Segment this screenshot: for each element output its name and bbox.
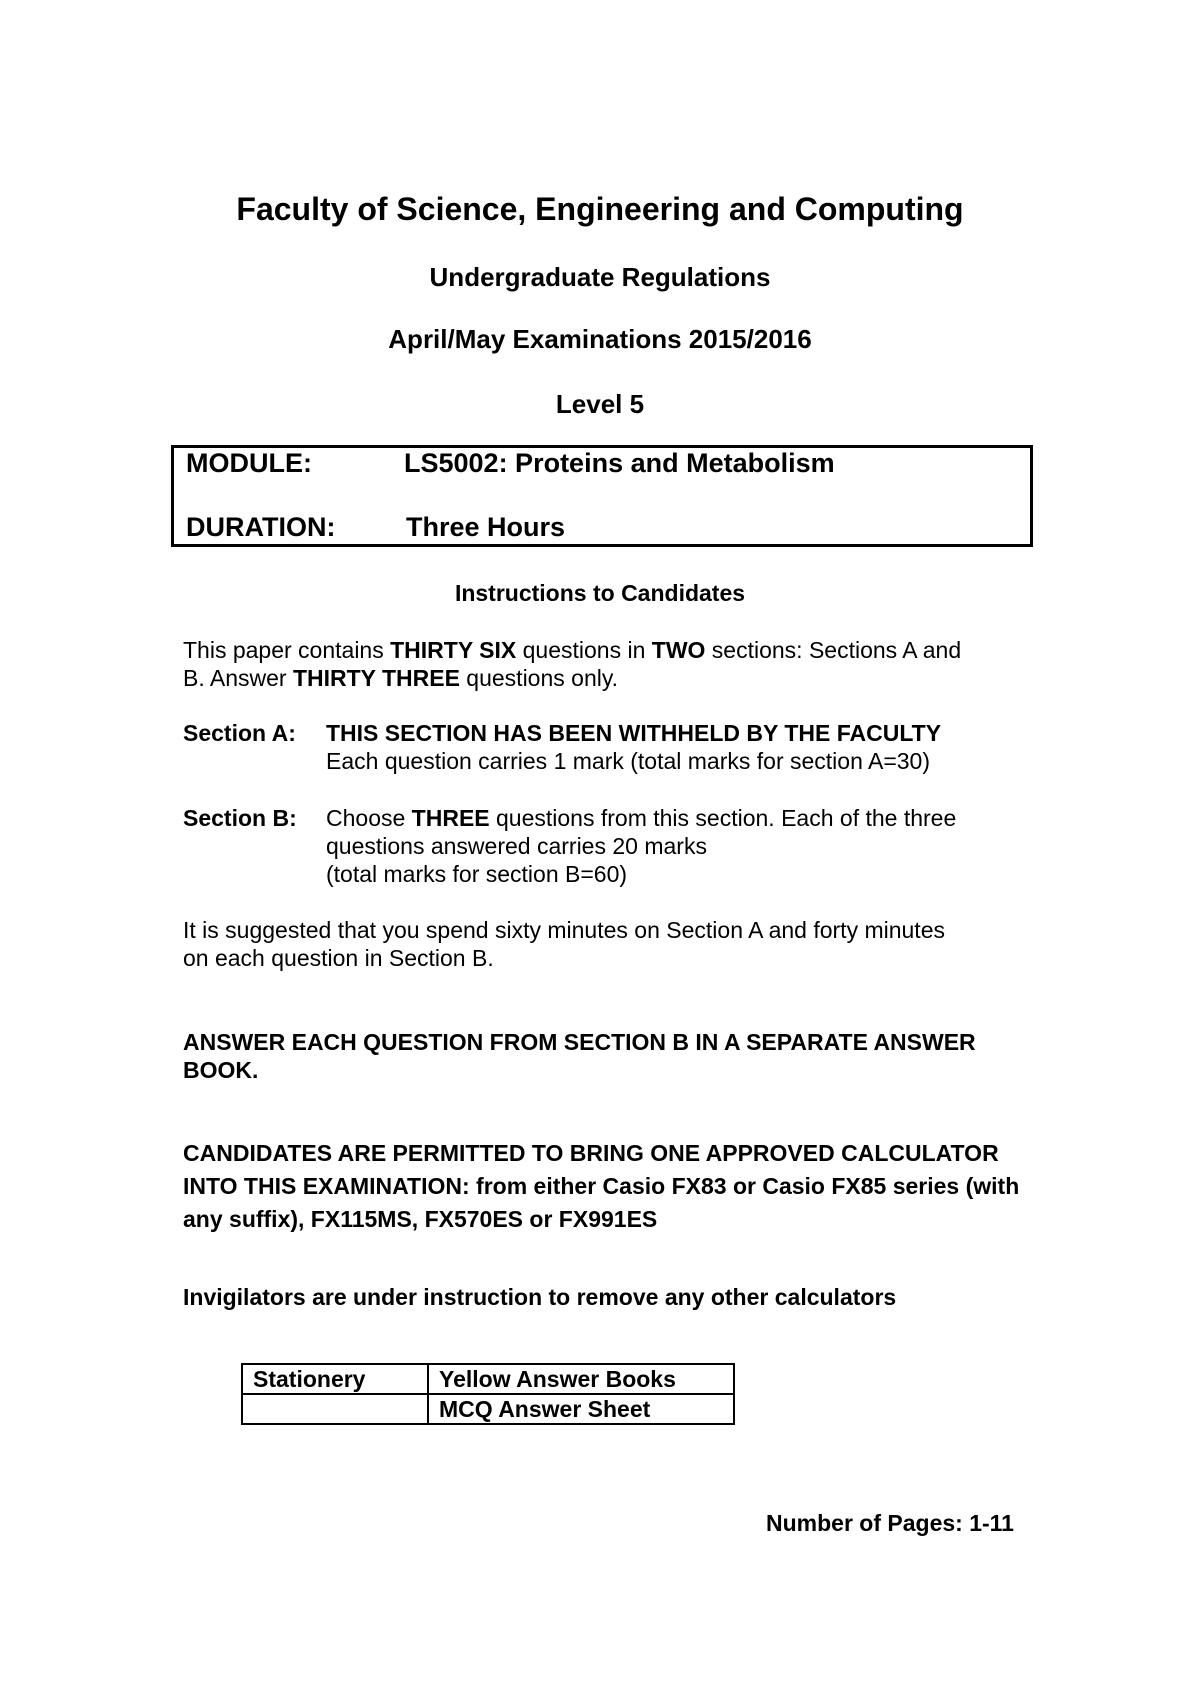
section-a-label: Section A:: [183, 720, 296, 746]
section-b-text-2: questions from this section. Each of the three: [489, 805, 957, 831]
separate-book-line-1: ANSWER EACH QUESTION FROM SECTION B IN A SEPARATE ANSWER: [183, 1029, 976, 1055]
paper-contents-paragraph: [183, 636, 961, 692]
instructions-title: Instructions to Candidates: [454, 580, 746, 606]
section-a-line-1: THIS SECTION HAS BEEN WITHHELD BY THE FACULTY: [326, 720, 942, 746]
para1-bold-1: THIRTY SIX: [390, 637, 517, 663]
duration-value: Three Hours: [406, 512, 566, 542]
module-label: MODULE:: [186, 448, 312, 478]
section-a-line-2: Each question carries 1 mark (total marks for section A=30): [326, 748, 931, 774]
section-b-text-1: Choose: [326, 805, 412, 831]
regulations-heading: Undergraduate Regulations: [429, 262, 771, 292]
section-b-body: [326, 804, 956, 888]
section-b-label: Section B:: [183, 805, 297, 831]
time-suggestion-line-2: on each question in Section B.: [183, 945, 494, 971]
module-value: LS5002: Proteins and Metabolism: [404, 448, 835, 478]
separate-book-notice: [183, 1028, 976, 1084]
para1-text-5: questions only.: [459, 665, 619, 691]
para1-bold-3: THIRTY THREE: [292, 665, 460, 691]
para1-text-1: This paper contains: [183, 637, 391, 663]
time-suggestion-paragraph: [183, 916, 945, 972]
table-row: [242, 1364, 734, 1394]
table-cell: Yellow Answer Books: [428, 1364, 734, 1394]
separate-book-line-2: BOOK.: [183, 1057, 259, 1083]
table-cell: MCQ Answer Sheet: [428, 1394, 734, 1424]
table-row: [242, 1394, 734, 1424]
section-a-body: [326, 719, 941, 775]
calculator-line-3: any suffix), FX115MS, FX570ES or FX991ES: [183, 1206, 658, 1232]
table-cell: [242, 1394, 428, 1424]
para1-text-3: sections: Sections A and: [705, 637, 962, 663]
section-b-line-2: questions answered carries 20 marks: [326, 833, 707, 859]
para1-text-2: questions in: [516, 637, 652, 663]
para1-bold-2: TWO: [651, 637, 706, 663]
invigilators-notice: Invigilators are under instruction to remove any other calculators: [183, 1284, 897, 1310]
time-suggestion-line-1: It is suggested that you spend sixty minutes on Section A and forty minutes: [183, 917, 945, 943]
duration-label: DURATION:: [186, 512, 336, 542]
para1-text-4: B. Answer: [183, 665, 293, 691]
calculator-notice: [183, 1137, 1019, 1236]
paper-contents-line-2: [183, 664, 961, 692]
calculator-line-2: INTO THIS EXAMINATION: from either Casio FX83 or Casio FX85 series (with: [183, 1173, 1020, 1199]
number-of-pages: Number of Pages: 1-11: [766, 1510, 1014, 1536]
level-heading: Level 5: [555, 389, 645, 419]
calculator-line-1: CANDIDATES ARE PERMITTED TO BRING ONE APPROVED CALCULATOR: [183, 1140, 999, 1166]
section-b-line-1: [326, 804, 956, 832]
module-box: [171, 445, 1033, 547]
section-b-line-3: (total marks for section B=60): [326, 861, 628, 887]
stationery-table: [241, 1363, 735, 1425]
table-cell: Stationery: [242, 1364, 428, 1394]
faculty-title: Faculty of Science, Engineering and Computing: [236, 191, 964, 227]
exams-heading: April/May Examinations 2015/2016: [388, 324, 812, 354]
section-b-bold-1: THREE: [411, 805, 490, 831]
paper-contents-line-1: [183, 636, 961, 664]
